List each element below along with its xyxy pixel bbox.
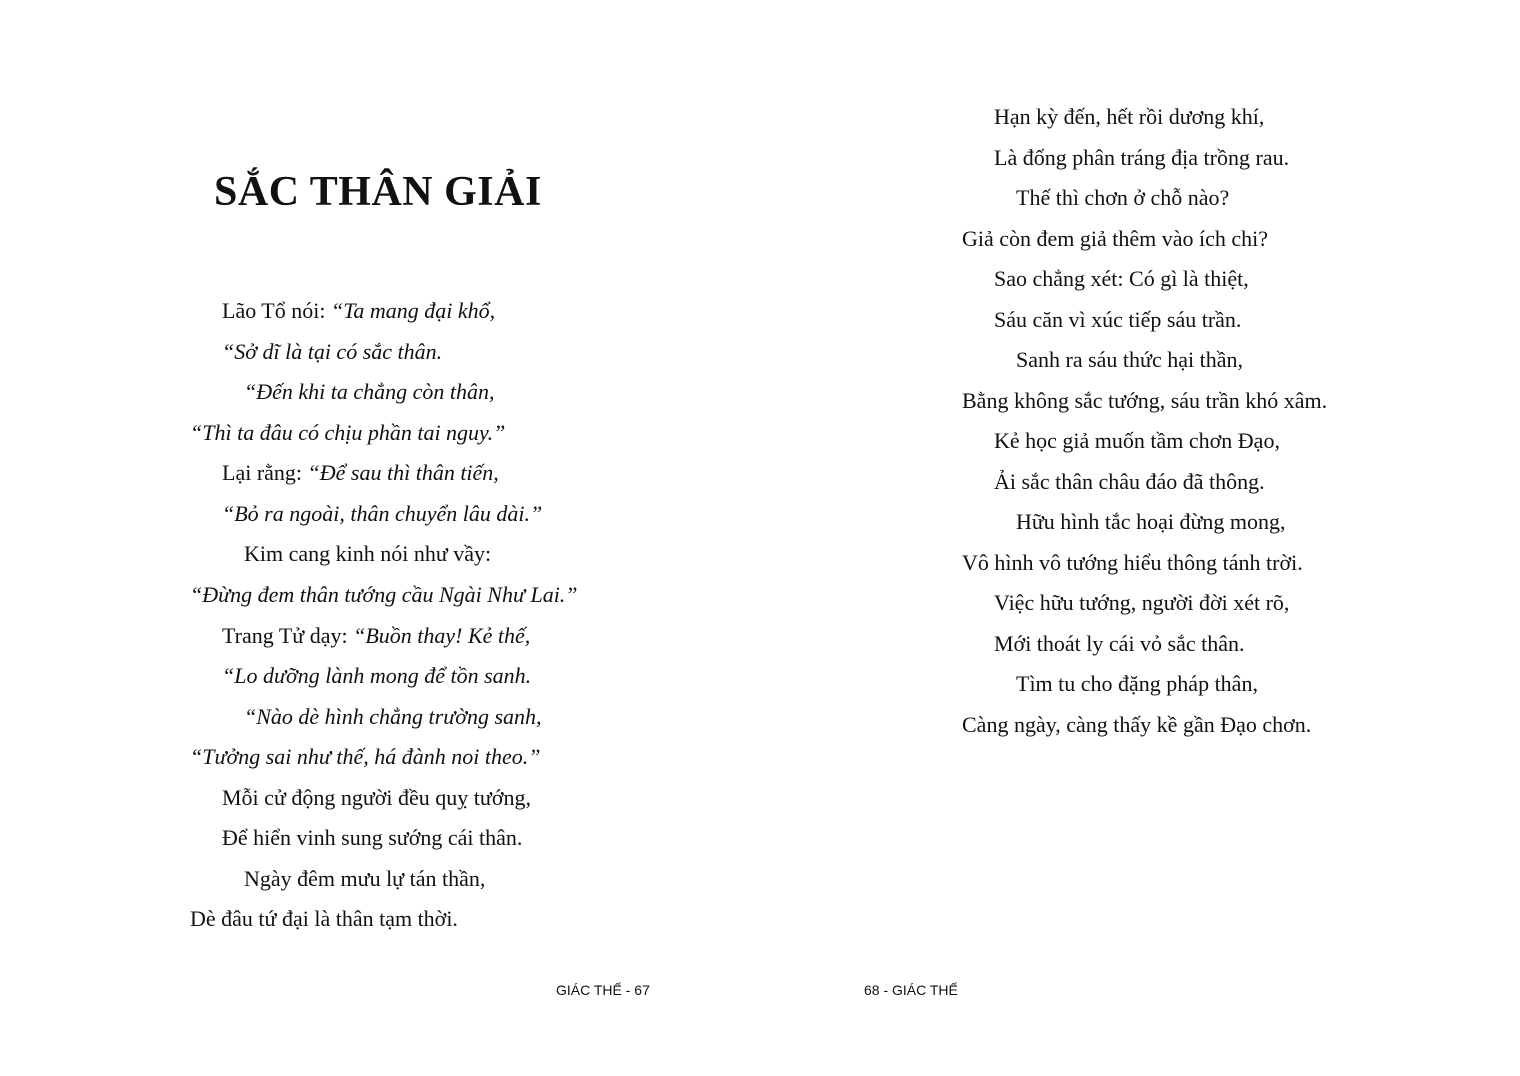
verse-quote: “Để sau thì thân tiến, xyxy=(307,460,499,485)
verse-line: Mới thoát ly cái vỏ sắc thân. xyxy=(994,631,1245,656)
right-page xyxy=(760,0,1520,1076)
verse-line xyxy=(244,543,491,565)
verse-line xyxy=(190,908,458,930)
verse-line: Sáu căn vì xúc tiếp sáu trần. xyxy=(994,307,1242,332)
page-number-footer: 68 - GIÁC THẾ xyxy=(864,982,958,998)
verse-line: Kẻ học giả muốn tầm chơn Đạo, xyxy=(994,428,1280,453)
verse-text: Trang Tử dạy: xyxy=(222,623,354,648)
verse-line xyxy=(244,706,542,728)
verse-line: Vô hình vô tướng hiểu thông tánh trời. xyxy=(962,550,1303,575)
page-number-footer: GIÁC THẾ - 67 xyxy=(556,982,650,998)
verse-text: Ngày đêm mưu lự tán thần, xyxy=(244,866,486,891)
verse-quote: “Thì ta đâu có chịu phần tai nguy.” xyxy=(190,420,506,445)
verse-line: Sanh ra sáu thức hại thần, xyxy=(1016,347,1243,372)
verse-line xyxy=(222,625,530,647)
verse-line xyxy=(190,584,578,606)
verse-text: Kim cang kinh nói như vầy: xyxy=(244,541,492,566)
verse-line xyxy=(222,300,495,322)
verse-quote: “Bỏ ra ngoài, thân chuyển lâu dài.” xyxy=(222,501,543,526)
verse-line: Là đống phân tráng địa trồng rau. xyxy=(994,145,1290,170)
verse-line xyxy=(222,787,531,809)
verse-line xyxy=(244,381,495,403)
verse-line xyxy=(222,665,531,687)
verse-line: Càng ngày, càng thấy kề gần Đạo chơn. xyxy=(962,712,1312,737)
verse-quote: “Sở dĩ là tại có sắc thân. xyxy=(222,339,443,364)
verse-line: Tìm tu cho đặng pháp thân, xyxy=(1016,671,1258,696)
verse-line xyxy=(222,341,442,363)
verse-line xyxy=(190,422,505,444)
verse-line: Bằng không sắc tướng, sáu trần khó xâm. xyxy=(962,388,1328,413)
verse-line: Hạn kỳ đến, hết rồi dương khí, xyxy=(994,104,1265,129)
verse-text: Dè đâu tứ đại là thân tạm thời. xyxy=(190,906,458,931)
verse-quote: “Đừng đem thân tướng cầu Ngài Như Lai.” xyxy=(190,582,578,607)
verse-quote: “Ta mang đại khổ, xyxy=(330,298,496,323)
verse-line: Hữu hình tắc hoại đừng mong, xyxy=(1016,509,1286,534)
page-title: SẮC THÂN GIẢI xyxy=(214,169,542,215)
verse-line xyxy=(222,462,499,484)
verse-text: Lão Tổ nói: xyxy=(222,298,331,323)
verse-quote: “Tưởng sai như thế, há đành noi theo.” xyxy=(190,744,541,769)
verse-quote: “Buồn thay! Kẻ thế, xyxy=(353,623,531,648)
verse-line: Giả còn đem giả thêm vào ích chi? xyxy=(962,226,1269,251)
verse-line: Ải sắc thân châu đáo đã thông. xyxy=(994,469,1265,494)
verse-line xyxy=(190,746,541,768)
verse-line: Việc hữu tướng, người đời xét rõ, xyxy=(994,590,1290,615)
verse-text: Để hiển vinh sung sướng cái thân. xyxy=(222,825,523,850)
verse-line xyxy=(222,827,522,849)
verse-line: Sao chẳng xét: Có gì là thiệt, xyxy=(994,266,1249,291)
verse-line xyxy=(222,503,542,525)
verse-text: Lại rằng: xyxy=(222,460,308,485)
verse-text: Mỗi cử động người đều quỵ tướng, xyxy=(222,785,531,810)
verse-quote: “Lo dưỡng lành mong để tồn sanh. xyxy=(222,663,532,688)
verse-quote: “Đến khi ta chẳng còn thân, xyxy=(244,379,495,404)
verse-line: Thế thì chơn ở chỗ nào? xyxy=(1016,185,1230,210)
verse-quote: “Nào dè hình chẳng trường sanh, xyxy=(244,704,542,729)
verse-line xyxy=(244,868,485,890)
